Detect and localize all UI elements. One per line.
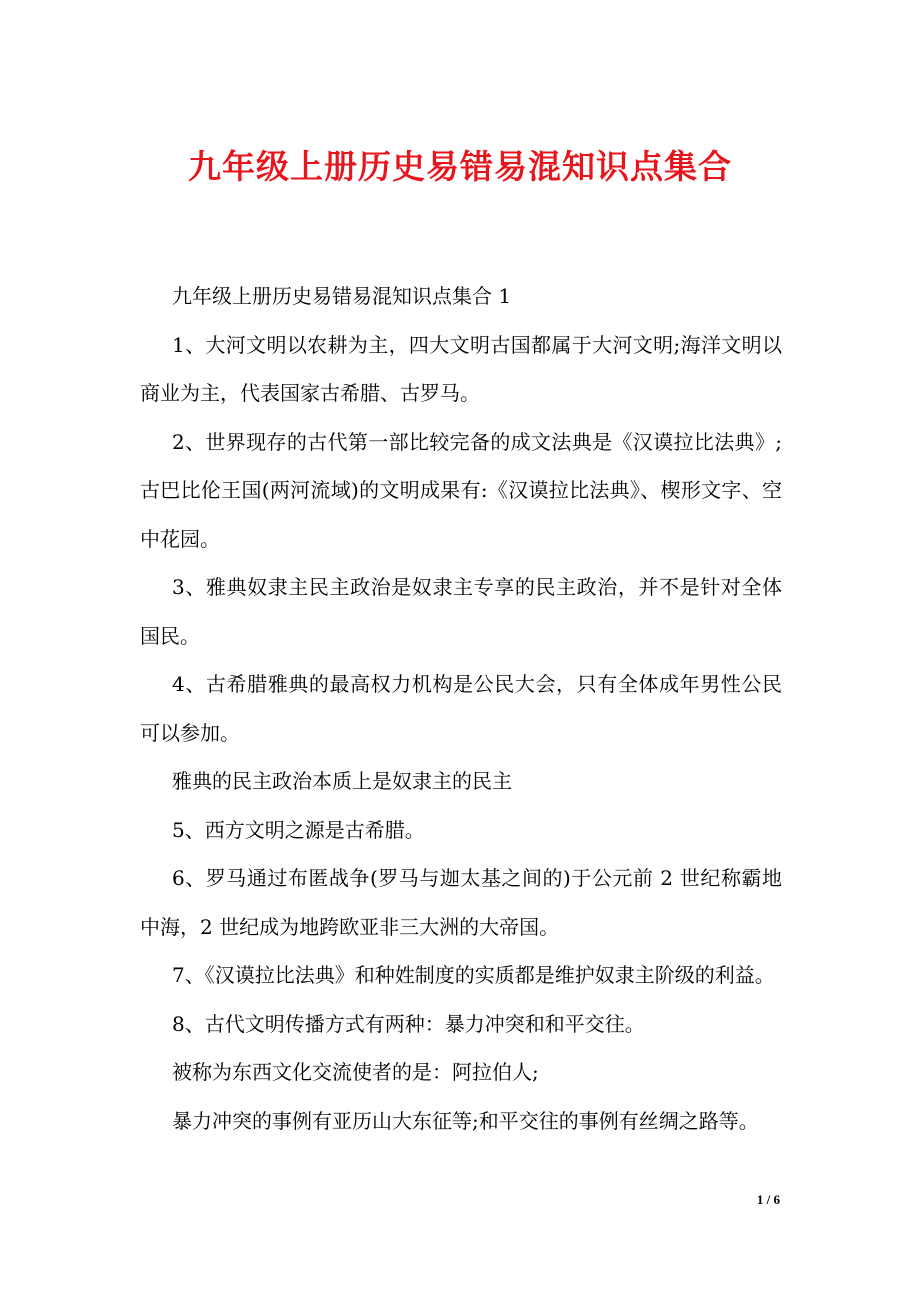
paragraph-item-5: 5、西方文明之源是古希腊。 [172,817,425,842]
paragraph-item-7: 7、《汉谟拉比法典》和种姓制度的实质都是维护奴隶主阶级的利益。 [172,963,775,987]
paragraph-heading: 九年级上册历史易错易混知识点集合 1 [172,284,512,308]
paragraph-item-6: 6、罗马通过布匿战争(罗马与迦太基之间的)于公元前 2 世纪称霸地中海，2 世纪成为地跨欧亚非三大洲的大帝国。 [140,866,782,939]
paragraph-item-4: 4、古希腊雅典的最高权力机构是公民大会，只有全体成年男性公民可以参加。 [140,672,782,745]
paragraph-item-3: 3、雅典奴隶主民主政治是奴隶主专享的民主政治，并不是针对全体国民。 [140,575,782,648]
page-number: 1 / 6 [756,1192,780,1207]
paragraph-item-1: 1、大河文明以农耕为主，四大文明古国都属于大河文明;海洋文明以商业为主，代表国家古希腊、古罗马。 [140,332,782,405]
paragraph-item-2: 2、世界现存的古代第一部比较完备的成文法典是《汉谟拉比法典》;古巴比伦王国(两河流域)的文明成果有:《汉谟拉比法典》、楔形文字、空中花园。 [140,429,782,551]
paragraph-note-examples: 暴力冲突的事例有亚历山大东征等;和平交往的事例有丝绸之路等。 [172,1108,759,1133]
document-title: 九年级上册历史易错易混知识点集合 [188,147,732,186]
document-body [140,272,782,1145]
paragraph-note-arabs: 被称为东西文化交流使者的是：阿拉伯人; [172,1060,539,1084]
paragraph-note-athens: 雅典的民主政治本质上是奴隶主的民主 [172,769,512,793]
paragraph-item-8: 8、古代文明传播方式有两种：暴力冲突和和平交往。 [172,1011,645,1036]
